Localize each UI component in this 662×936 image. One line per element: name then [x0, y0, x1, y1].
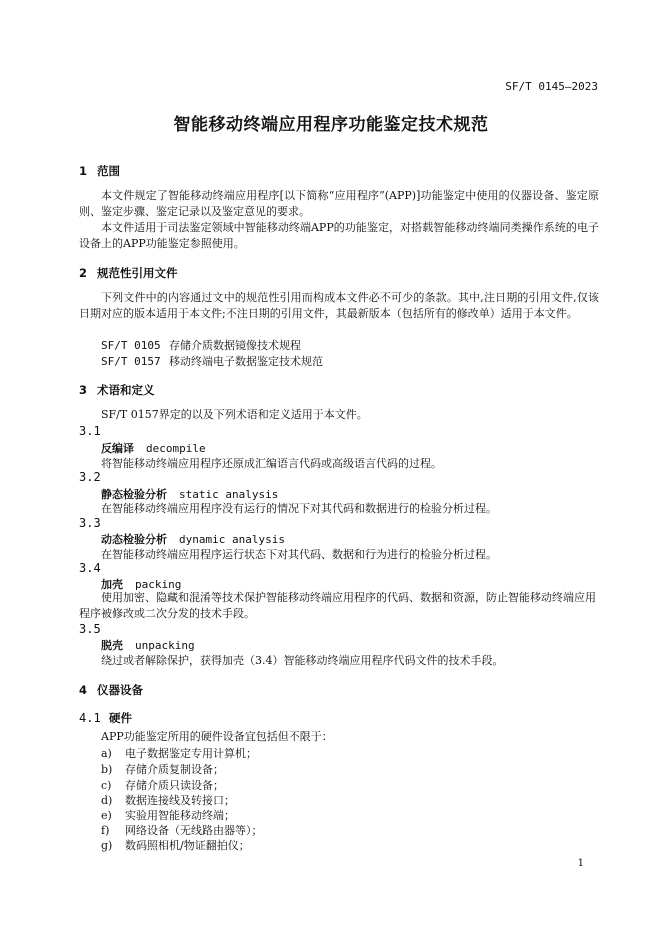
term-number: 3.2	[79, 470, 101, 484]
list-item-label: c)	[101, 779, 112, 792]
section-1-paragraph-1: 本文件规定了智能移动终端应用程序[以下简称“应用程序”(APP)]功能鉴定中使用的仪器设备、鉴定原则、鉴定步骤、鉴定记录以及鉴定意见的要求。	[79, 189, 599, 218]
reference-code: SF/T 0105	[101, 339, 161, 352]
section-3-heading	[79, 382, 155, 398]
term-chinese: 脱壳	[101, 639, 123, 652]
list-item	[101, 761, 224, 777]
list-item	[101, 807, 235, 823]
section-title: 仪器设备	[97, 683, 143, 697]
reference-name: 存储介质数据镜像技术规程	[169, 339, 301, 352]
list-item-text: 数码照相机/物证翻拍仪；	[125, 839, 250, 852]
term-number: 3.5	[79, 622, 101, 636]
term-chinese: 反编译	[101, 442, 134, 455]
term-chinese: 加壳	[101, 578, 123, 591]
reference-item	[101, 337, 301, 353]
document-title: 智能移动终端应用程序功能鉴定技术规范	[173, 115, 489, 135]
section-title: 规范性引用文件	[97, 266, 178, 280]
list-item-text: 存储介质只读设备；	[125, 779, 224, 792]
list-item-label: d)	[101, 794, 113, 807]
subsection-4-1-intro: APP功能鉴定所用的硬件设备宜包括但不限于：	[101, 730, 333, 743]
list-item-label: a)	[101, 747, 112, 760]
term-english: static analysis	[179, 488, 279, 501]
list-item	[101, 745, 257, 761]
term-heading	[101, 440, 206, 456]
term-english: unpacking	[135, 639, 195, 652]
reference-code: SF/T 0157	[101, 355, 161, 368]
term-english: decompile	[146, 442, 206, 455]
list-item-text: 电子数据鉴定专用计算机；	[125, 747, 257, 760]
term-definition: 在智能移动终端应用程序运行状态下对其代码、数据和行为进行的检验分析过程。	[101, 548, 497, 561]
section-4-heading	[79, 682, 143, 698]
section-number: 4	[79, 683, 88, 697]
term-chinese: 动态检验分析	[101, 533, 167, 546]
list-item-label: e)	[101, 809, 112, 822]
section-number: 3	[79, 383, 88, 397]
term-definition: 绕过或者解除保护，获得加壳（3.4）智能移动终端应用程序代码文件的技术手段。	[101, 654, 504, 667]
term-number: 3.3	[79, 516, 101, 530]
reference-item	[101, 353, 323, 369]
list-item-label: b)	[101, 763, 113, 776]
page-number: 1	[577, 858, 584, 869]
subsection-number: 4.1	[79, 711, 101, 725]
list-item-text: 数据连接线及转接口；	[125, 794, 235, 807]
section-1-paragraph-2: 本文件适用于司法鉴定领域中智能移动终端APP的功能鉴定，对搭载智能移动终端同类操作系统的电子设备上的APP功能鉴定参照使用。	[79, 221, 599, 250]
term-english: packing	[135, 578, 182, 591]
list-item	[101, 792, 235, 808]
list-item-text: 网络设备（无线路由器等）；	[125, 824, 263, 837]
term-heading	[101, 531, 285, 547]
section-1-heading	[79, 163, 120, 179]
section-2-heading	[79, 265, 178, 281]
list-item-label: f)	[101, 824, 110, 837]
list-item	[101, 837, 250, 853]
term-definition: 将智能移动终端应用程序还原成汇编语言代码或高级语言代码的过程。	[101, 457, 442, 470]
section-3-intro: SF/T 0157界定的以及下列术语和定义适用于本文件。	[101, 408, 368, 421]
term-number: 3.4	[79, 561, 101, 575]
section-number: 1	[79, 164, 88, 178]
list-item-label: g)	[101, 839, 113, 852]
subsection-title: 硬件	[109, 711, 132, 725]
list-item-text: 存储介质复制设备；	[125, 763, 224, 776]
list-item	[101, 777, 224, 793]
section-title: 术语和定义	[97, 383, 155, 397]
standard-code-header: SF/T 0145—2023	[505, 80, 598, 93]
section-number: 2	[79, 266, 88, 280]
term-chinese: 静态检验分析	[101, 488, 167, 501]
section-title: 范围	[97, 164, 120, 178]
term-heading	[101, 637, 195, 653]
section-2-paragraph: 下列文件中的内容通过文中的规范性引用而构成本文件必不可少的条款。其中,注日期的引用文件,仅该日期对应的版本适用于本文件;不注日期的引用文件，其最新版本（包括所有的修改单）适用于本文件。	[79, 291, 599, 320]
term-number: 3.1	[79, 424, 101, 438]
term-definition: 在智能移动终端应用程序没有运行的情况下对其代码和数据进行的检验分析过程。	[101, 502, 497, 515]
reference-name: 移动终端电子数据鉴定技术规范	[169, 355, 323, 368]
list-item	[101, 822, 263, 838]
subsection-4-1-heading	[79, 710, 132, 726]
term-english: dynamic analysis	[179, 533, 285, 546]
term-definition: 使用加密、隐藏和混淆等技术保护智能移动终端应用程序的代码、数据和资源，防止智能移动终端应用程序被修改或二次分发的技术手段。	[79, 591, 596, 620]
list-item-text: 实验用智能移动终端；	[125, 809, 235, 822]
